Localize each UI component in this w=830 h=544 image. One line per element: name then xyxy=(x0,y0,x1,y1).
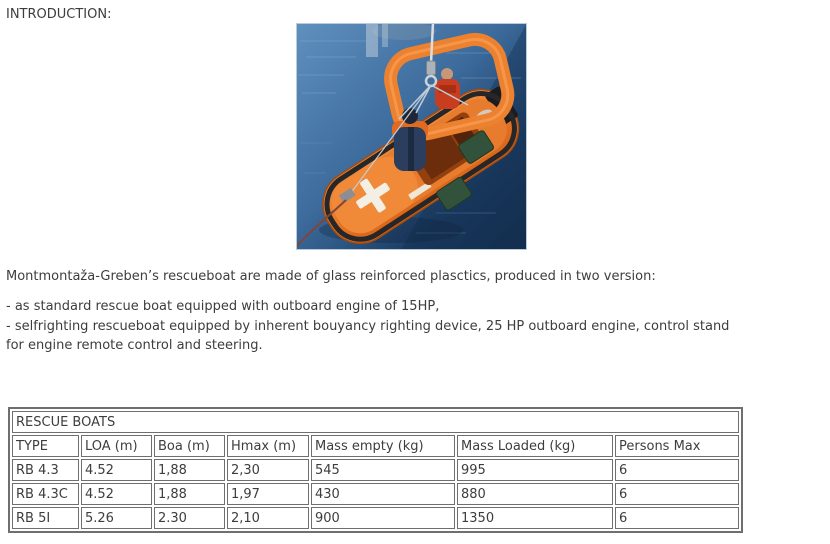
intro-bullet-line-1: - as standard rescue boat equipped with outboard engine of 15HP, xyxy=(6,299,440,314)
table-cell: 900 xyxy=(311,507,455,529)
lifting-hook xyxy=(427,61,436,75)
column-header-hmax: Hmax (m) xyxy=(227,435,309,457)
table-cell: RB 4.3C xyxy=(12,483,79,505)
table-cell: 6 xyxy=(615,483,739,505)
table-cell: 430 xyxy=(311,483,455,505)
intro-paragraph: Montmontaža-Greben’s rescueboat are made of glass reinforced plasctics, produced in two version: xyxy=(6,269,656,284)
column-header-persons-max: Persons Max xyxy=(615,435,739,457)
table-cell: 545 xyxy=(311,459,455,481)
rescue-boat-photo xyxy=(296,23,527,250)
column-header-boa: Boa (m) xyxy=(154,435,225,457)
column-header-mass-empty: Mass empty (kg) xyxy=(311,435,455,457)
column-header-mass-loaded: Mass Loaded (kg) xyxy=(457,435,613,457)
table-cell: 1350 xyxy=(457,507,613,529)
table-cell: 4.52 xyxy=(81,459,152,481)
table-cell: 6 xyxy=(615,507,739,529)
table-cell: 2.30 xyxy=(154,507,225,529)
table-cell: 5.26 xyxy=(81,507,152,529)
table-cell: 1,97 xyxy=(227,483,309,505)
table-header-row xyxy=(12,435,739,457)
table-cell: 4.52 xyxy=(81,483,152,505)
intro-bullet-line-2: - selfrighting rescueboat equipped by inherent bouyancy righting device, 25 HP outboard engine, control stand xyxy=(6,319,730,334)
table-title: RESCUE BOATS xyxy=(12,411,739,433)
table-title-row xyxy=(12,411,739,433)
table-row xyxy=(12,483,739,505)
intro-bullet-line-3: for engine remote control and steering. xyxy=(6,338,263,353)
intro-heading: INTRODUCTION: xyxy=(6,7,112,22)
table-cell: 995 xyxy=(457,459,613,481)
table-row xyxy=(12,507,739,529)
table-cell: 6 xyxy=(615,459,739,481)
column-header-loa: LOA (m) xyxy=(81,435,152,457)
table-cell: 1,88 xyxy=(154,459,225,481)
rescue-boats-table xyxy=(8,407,743,533)
table-cell: RB 5I xyxy=(12,507,79,529)
table-cell: 1,88 xyxy=(154,483,225,505)
column-header-type: TYPE xyxy=(12,435,79,457)
table-cell: 2,30 xyxy=(227,459,309,481)
table-cell: RB 4.3 xyxy=(12,459,79,481)
table-cell: 2,10 xyxy=(227,507,309,529)
table-row xyxy=(12,459,739,481)
table-cell: 880 xyxy=(457,483,613,505)
